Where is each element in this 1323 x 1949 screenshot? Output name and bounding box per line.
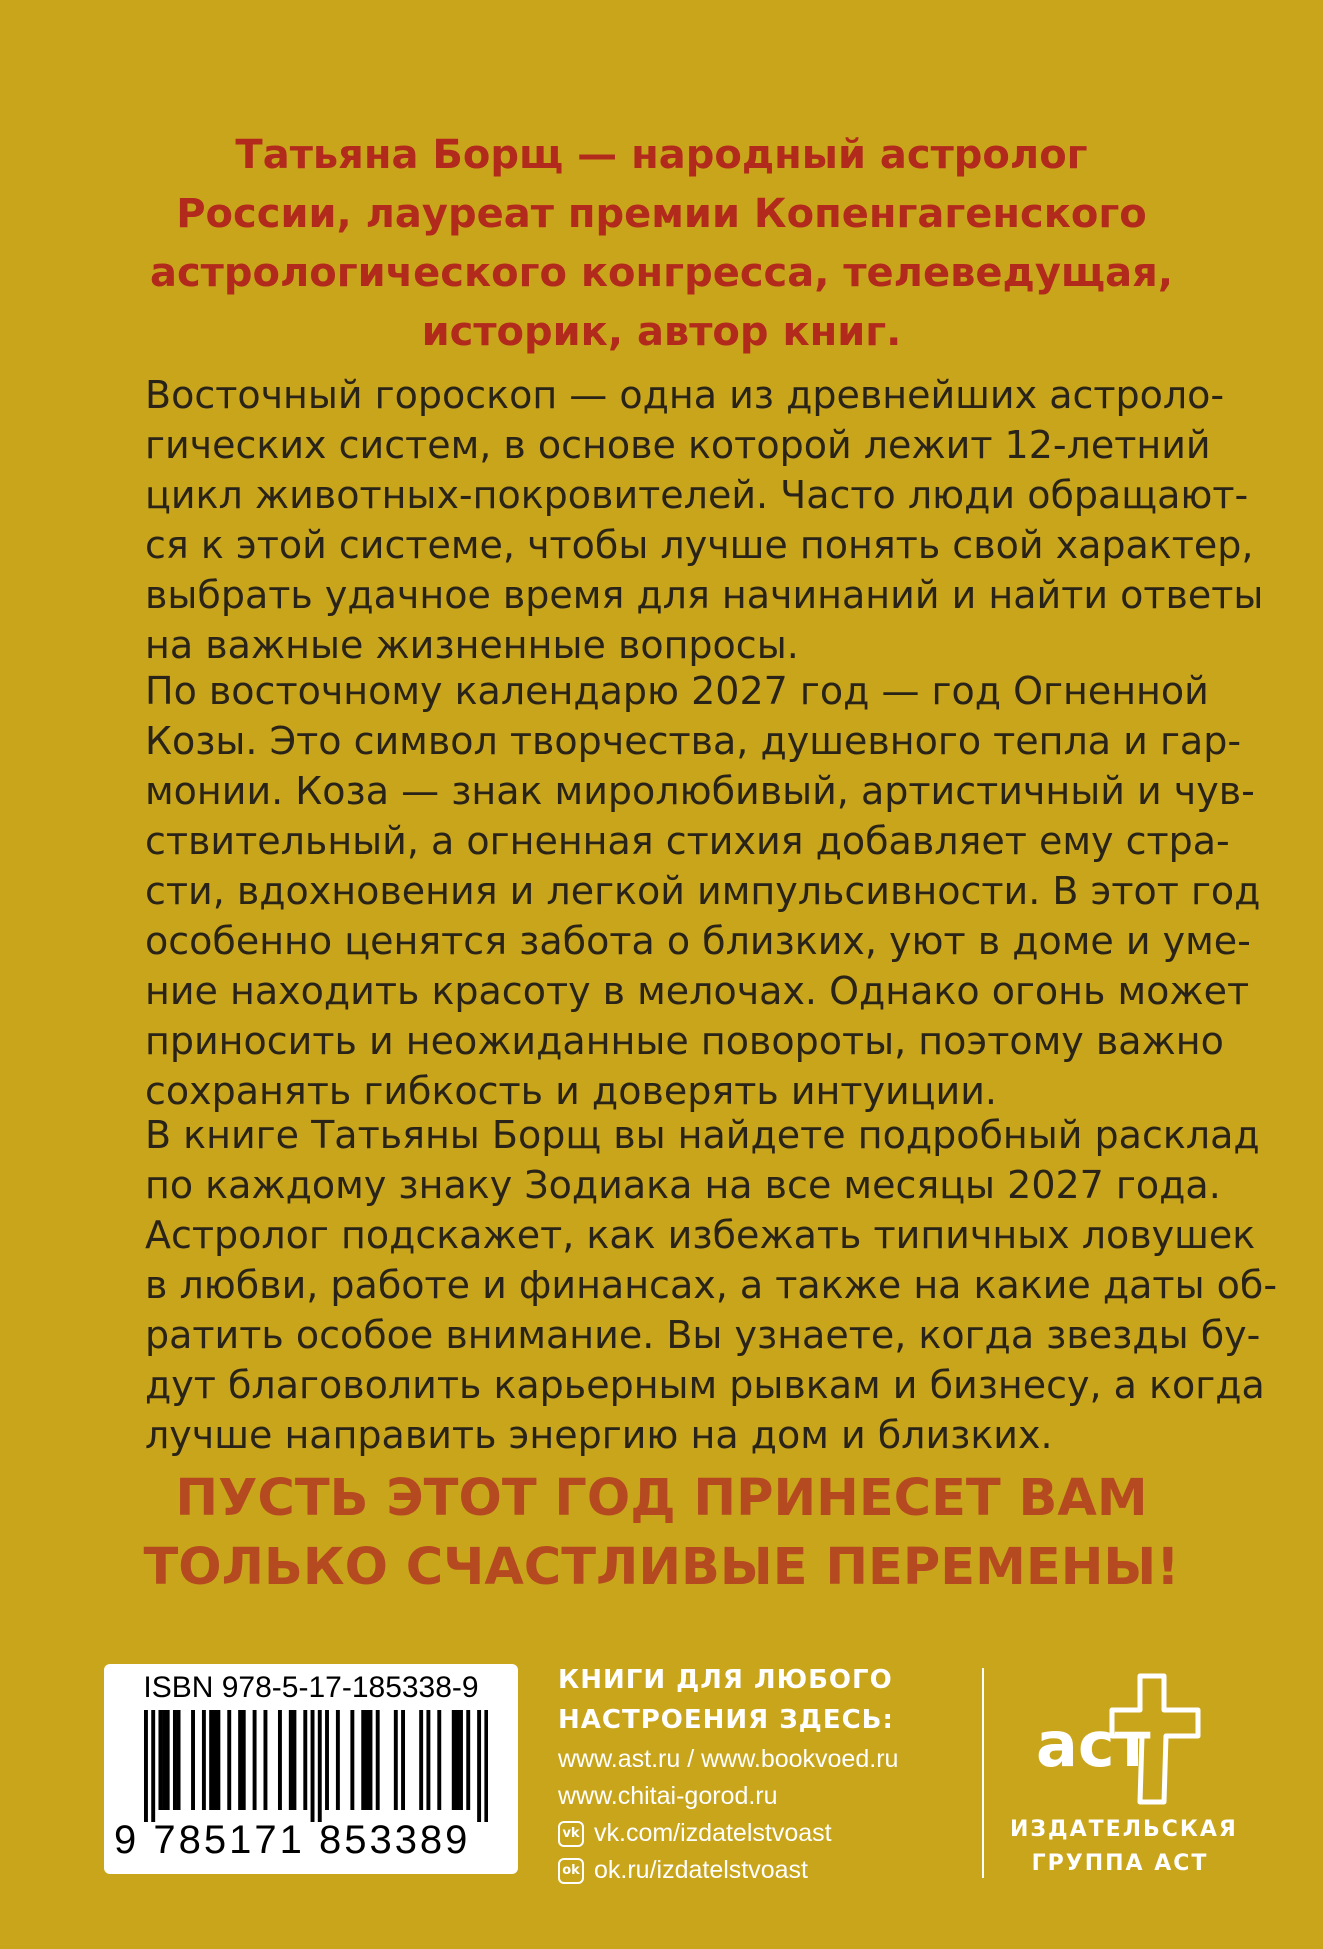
publisher-line: ИЗДАТЕЛЬСКАЯ xyxy=(1010,1817,1238,1842)
barcode-bar xyxy=(202,1710,206,1810)
store-link-text: www.ast.ru / www.bookvoed.ru xyxy=(558,1745,899,1773)
ast-logo xyxy=(1028,1670,1208,1806)
paragraph-line: ствительный, а огненная стихия добавляет ему стра- xyxy=(145,819,1230,863)
author-bio-line: астрологического конгресса, телеведущая, xyxy=(149,250,1174,296)
barcode-bar xyxy=(292,1710,296,1810)
paragraph-line: сти, вдохновения и легкой импульсивности. В этот год xyxy=(145,869,1261,913)
paragraph-line: приносить и неожиданные повороты, поэтому важно xyxy=(145,1019,1224,1063)
isbn-barcode xyxy=(104,1664,518,1874)
store-link xyxy=(558,1778,898,1815)
barcode-bar xyxy=(278,1710,282,1810)
slogan xyxy=(140,1464,1183,1602)
paragraph-line: лучше направить энергию на дом и близких. xyxy=(145,1413,1053,1457)
barcode-bar xyxy=(289,1710,293,1810)
barcode-bar xyxy=(303,1710,307,1810)
promo-title xyxy=(558,1660,894,1740)
barcode-bar xyxy=(158,1710,162,1810)
barcode-bar xyxy=(361,1710,365,1810)
paragraph-line: дут благоволить карьерным рывкам и бизнесу, а когда xyxy=(145,1363,1265,1407)
barcode-bar xyxy=(238,1710,242,1810)
store-links xyxy=(558,1741,898,1889)
paragraph-line: гических систем, в основе которой лежит 12-летний xyxy=(145,423,1211,467)
barcode-bar xyxy=(477,1710,481,1822)
paragraph-line: ратить особое внимание. Вы узнаете, когда звезды бу- xyxy=(145,1313,1261,1357)
paragraph-line: особенно ценятся забота о близких, уют в доме и уме- xyxy=(145,919,1251,963)
barcode-bar xyxy=(318,1710,322,1822)
barcode-bar xyxy=(394,1710,398,1810)
barcode-bars xyxy=(144,1710,488,1822)
barcode-bar xyxy=(166,1710,170,1810)
barcode-bar xyxy=(263,1710,267,1810)
social-link-text: ok.ru/izdatelstvoast xyxy=(594,1856,808,1884)
paragraph-line: в любви, работе и финансах, а также на какие даты об- xyxy=(145,1263,1278,1307)
barcode-bar xyxy=(365,1710,369,1810)
barcode-bar xyxy=(459,1710,463,1810)
paragraph-line: монии. Коза — знак миролюбивый, артистичный и чув- xyxy=(145,769,1255,813)
description-paragraph xyxy=(145,666,1261,1116)
social-link-ok xyxy=(558,1852,898,1889)
description-paragraph xyxy=(145,1110,1278,1460)
barcode-bar xyxy=(455,1710,459,1810)
slogan-line: ПУСТЬ ЭТОТ ГОД ПРИНЕСЕТ ВАМ xyxy=(175,1469,1148,1528)
barcode-bar xyxy=(466,1710,470,1810)
paragraph-line: Астролог подскажет, как избежать типичных ловушек xyxy=(145,1213,1256,1257)
social-link-text: vk.com/izdatelstvoast xyxy=(594,1819,832,1847)
publisher-name xyxy=(1010,1813,1238,1881)
barcode-bar xyxy=(452,1710,456,1810)
isbn-text: ISBN 978-5-17-185338-9 xyxy=(143,1671,479,1704)
barcode-bar xyxy=(350,1710,354,1810)
barcode-bar xyxy=(253,1710,257,1810)
promo-title-line: КНИГИ ДЛЯ ЛЮБОГО xyxy=(558,1665,893,1695)
slogan-line: ТОЛЬКО СЧАСТЛИВЫЕ ПЕРЕМЕНЫ! xyxy=(143,1538,1180,1597)
store-link-text: www.chitai-gorod.ru xyxy=(558,1782,778,1810)
description-paragraph xyxy=(145,370,1264,670)
barcode-bar xyxy=(162,1710,166,1810)
promo-title-line: НАСТРОЕНИЯ ЗДЕСЬ: xyxy=(558,1705,894,1735)
barcode-bar xyxy=(401,1710,405,1810)
author-bio-line: историк, автор книг. xyxy=(421,309,902,355)
author-bio-line: Татьяна Борщ — народный астролог xyxy=(235,132,1088,178)
publisher-line: ГРУППА АСТ xyxy=(1031,1851,1209,1876)
logo-lettering: аст xyxy=(1036,1708,1151,1781)
paragraph-line: ние находить красоту в мелочах. Однако огонь может xyxy=(145,969,1250,1013)
barcode-bar xyxy=(177,1710,181,1810)
barcode-bar xyxy=(419,1710,423,1810)
barcode-bar xyxy=(191,1710,195,1810)
paragraph-line: По восточному календарю 2027 год — год Огненной xyxy=(145,669,1209,713)
barcode-bar xyxy=(437,1710,441,1810)
author-bio xyxy=(140,126,1183,362)
ean-digits: 9 785171 853389 xyxy=(114,1818,471,1862)
author-bio-line: России, лауреат премии Копенгагенского xyxy=(176,191,1147,237)
barcode-bar xyxy=(484,1710,488,1822)
paragraph-line: выбрать удачное время для начинаний и найти ответы xyxy=(145,573,1264,617)
barcode-bar xyxy=(311,1710,315,1822)
barcode-bar xyxy=(242,1710,246,1810)
barcode-bar xyxy=(173,1710,177,1810)
paragraph-line: В книге Татьяны Борщ вы найдете подробный расклад xyxy=(145,1113,1260,1157)
barcode-bar xyxy=(151,1710,155,1822)
vk-icon: vk xyxy=(558,1821,584,1847)
paragraph-line: Восточный гороскоп — одна из древнейших астроло- xyxy=(145,373,1225,417)
paragraph-line: на важные жизненные вопросы. xyxy=(145,623,799,667)
social-link-vk xyxy=(558,1815,898,1852)
barcode-bar xyxy=(376,1710,380,1810)
barcode-bar xyxy=(426,1710,430,1810)
ok-icon: ok xyxy=(558,1858,584,1884)
paragraph-line: цикл животных-покровителей. Часто люди обращают- xyxy=(145,473,1249,517)
barcode-bar xyxy=(325,1710,329,1810)
barcode-bar xyxy=(209,1710,213,1810)
barcode-bar xyxy=(213,1710,217,1810)
paragraph-line: по каждому знаку Зодиака на все месяцы 2027 года. xyxy=(145,1163,1221,1207)
paragraph-line: Козы. Это символ творчества, душевного тепла и гар- xyxy=(145,719,1242,763)
barcode-bar xyxy=(336,1710,340,1810)
barcode-bar xyxy=(227,1710,231,1810)
paragraph-line: ся к этой системе, чтобы лучше понять свой характер, xyxy=(145,523,1254,567)
store-link xyxy=(558,1741,898,1778)
paragraph-line: сохранять гибкость и доверять интуиции. xyxy=(145,1069,998,1113)
barcode-bar xyxy=(216,1710,220,1810)
barcode-bar xyxy=(369,1710,373,1810)
barcode-bar xyxy=(144,1710,148,1822)
vertical-divider xyxy=(982,1668,984,1878)
